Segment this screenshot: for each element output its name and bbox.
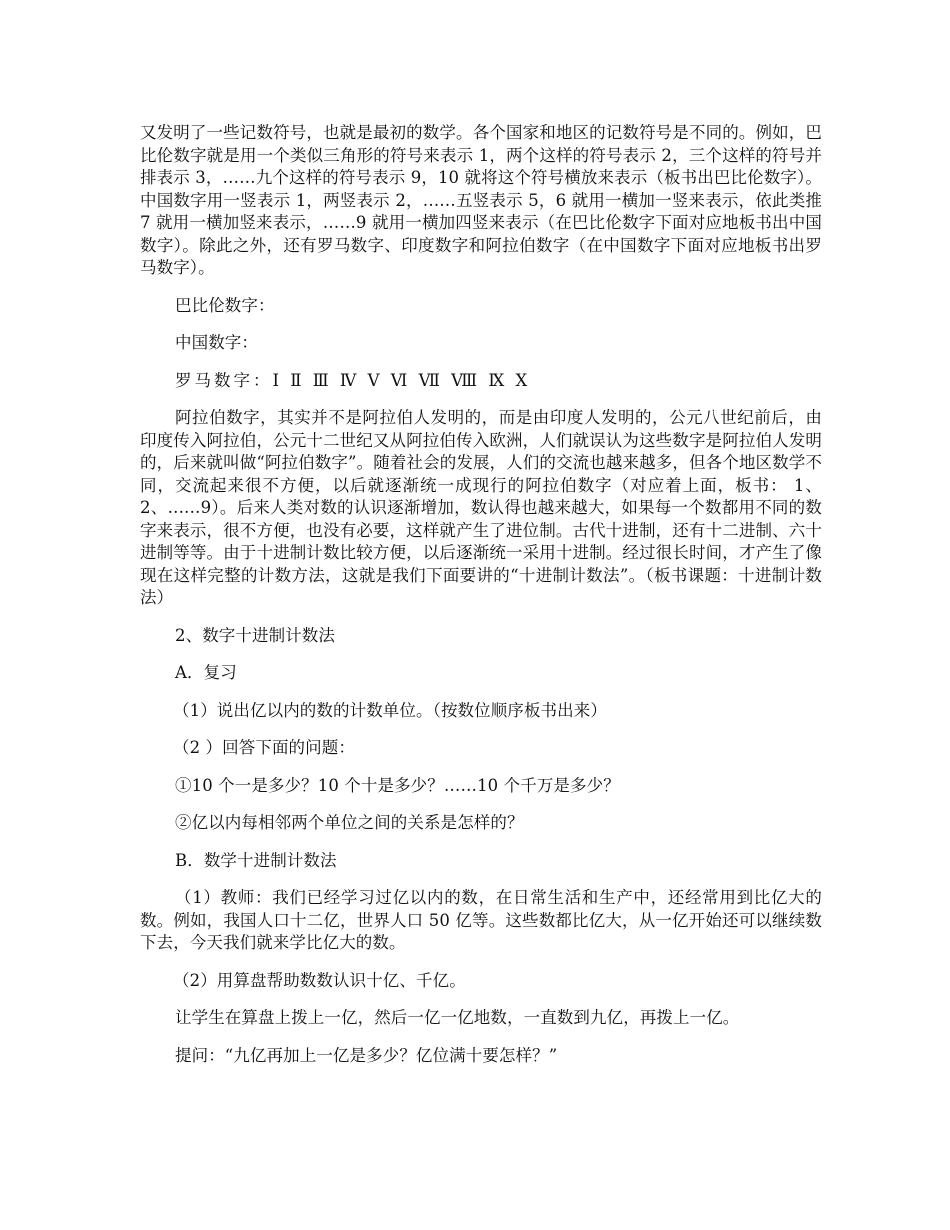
activity-instruction: 让学生在算盘上拨上一亿，然后一亿一亿地数，一直数到九亿，再拨上一亿。 [175,1008,740,1027]
paragraph-numeral-history: 又发明了一些记数符号，也就是最初的数学。各个国家和地区的记数符号是不同的。例如，巴比伦数字就是用一个类似三角形的符号来表示 1，两个这样的符号表示 2，三个这样的符号并排表示 3，……九个这样的符号表示 9，10 就将这个符号横放来表示（板书出巴比伦数字）。中国数字用一竖表示 1，两竖表示 2，……五竖表示 5，6 就用一横加一竖来表示，依此类推 7 就用一横加竖来表示，……9 就用一横加四竖来表示（在巴比伦数字下面对应地板书出中国数字）。除此之外，还有罗马数字、印度数字和阿拉伯数字（在中国数字下面对应地板书出罗马数字）。 [140,123,822,277]
question-1: ①10 个一是多少？10 个十是多少？……10 个千万是多少？ [175,775,620,795]
review-item-2: （2 ）回答下面的问题： [173,738,355,757]
section-heading-decimal: 2、数字十进制计数法 [175,625,335,645]
review-item-1: （1）说出亿以内的数的计数单位。（按数位顺序板书出来） [173,700,607,720]
question-2: ②亿以内每相邻两个单位之间的关系是怎样的？ [175,813,524,832]
subheading-decimal-method: B．数学十进制计数法 [175,850,337,870]
method-item-1: （1）教师：我们已经学习过亿以内的数，在日常生活和生产中，还经常用到比亿大的数。例如，我国人口十二亿，世界人口 50 亿等。这些数都比亿大，从一亿开始还可以继续数下去，今天我们就来学比亿大的数。 [140,888,822,952]
document-body [140,122,822,1082]
paragraph-chinese-label: 中国数字： [175,333,258,352]
paragraph-arabic-numerals: 阿拉伯数字，其实并不是阿拉伯人发明的，而是由印度人发明的，公元八世纪前后，由印度传入阿拉伯，公元十二世纪又从阿拉伯传入欧洲，人们就误认为这些数字是阿拉伯人发明的，后来就叫做“阿拉伯数字”。随着社会的发展，人们的交流也越来越多，但各个地区数学不同，交流起来很不方便，以后就逐渐统一成现行的阿拉伯数字（对应着上面，板书： 1、2、……9）。后来人类对数的认识逐渐增加，数认得也越来越大，如果每一个数都用不同的数字来表示，很不方便，也没有必要，这样就产生了进位制。古代十进制，还有十二进制、六十进制等等。由于十进制计数比较方便，以后逐渐统一采用十进制。经过很长时间，才产生了像现在这样完整的计数方法，这就是我们下面要讲的“十进制计数法”。（板书课题：十进制计数法） [140,408,822,607]
paragraph-roman-numerals: 罗马数字：Ⅰ Ⅱ Ⅲ Ⅳ Ⅴ Ⅵ Ⅶ Ⅷ Ⅸ Ⅹ [175,370,531,390]
subheading-review: A．复习 [175,663,237,682]
question-prompt: 提问：“九亿再加上一亿是多少？亿位满十要怎样？” [175,1045,558,1065]
paragraph-babylonian-label: 巴比伦数字： [175,295,275,315]
method-item-2: （2）用算盘帮助数数认识十亿、千亿。 [173,970,466,990]
